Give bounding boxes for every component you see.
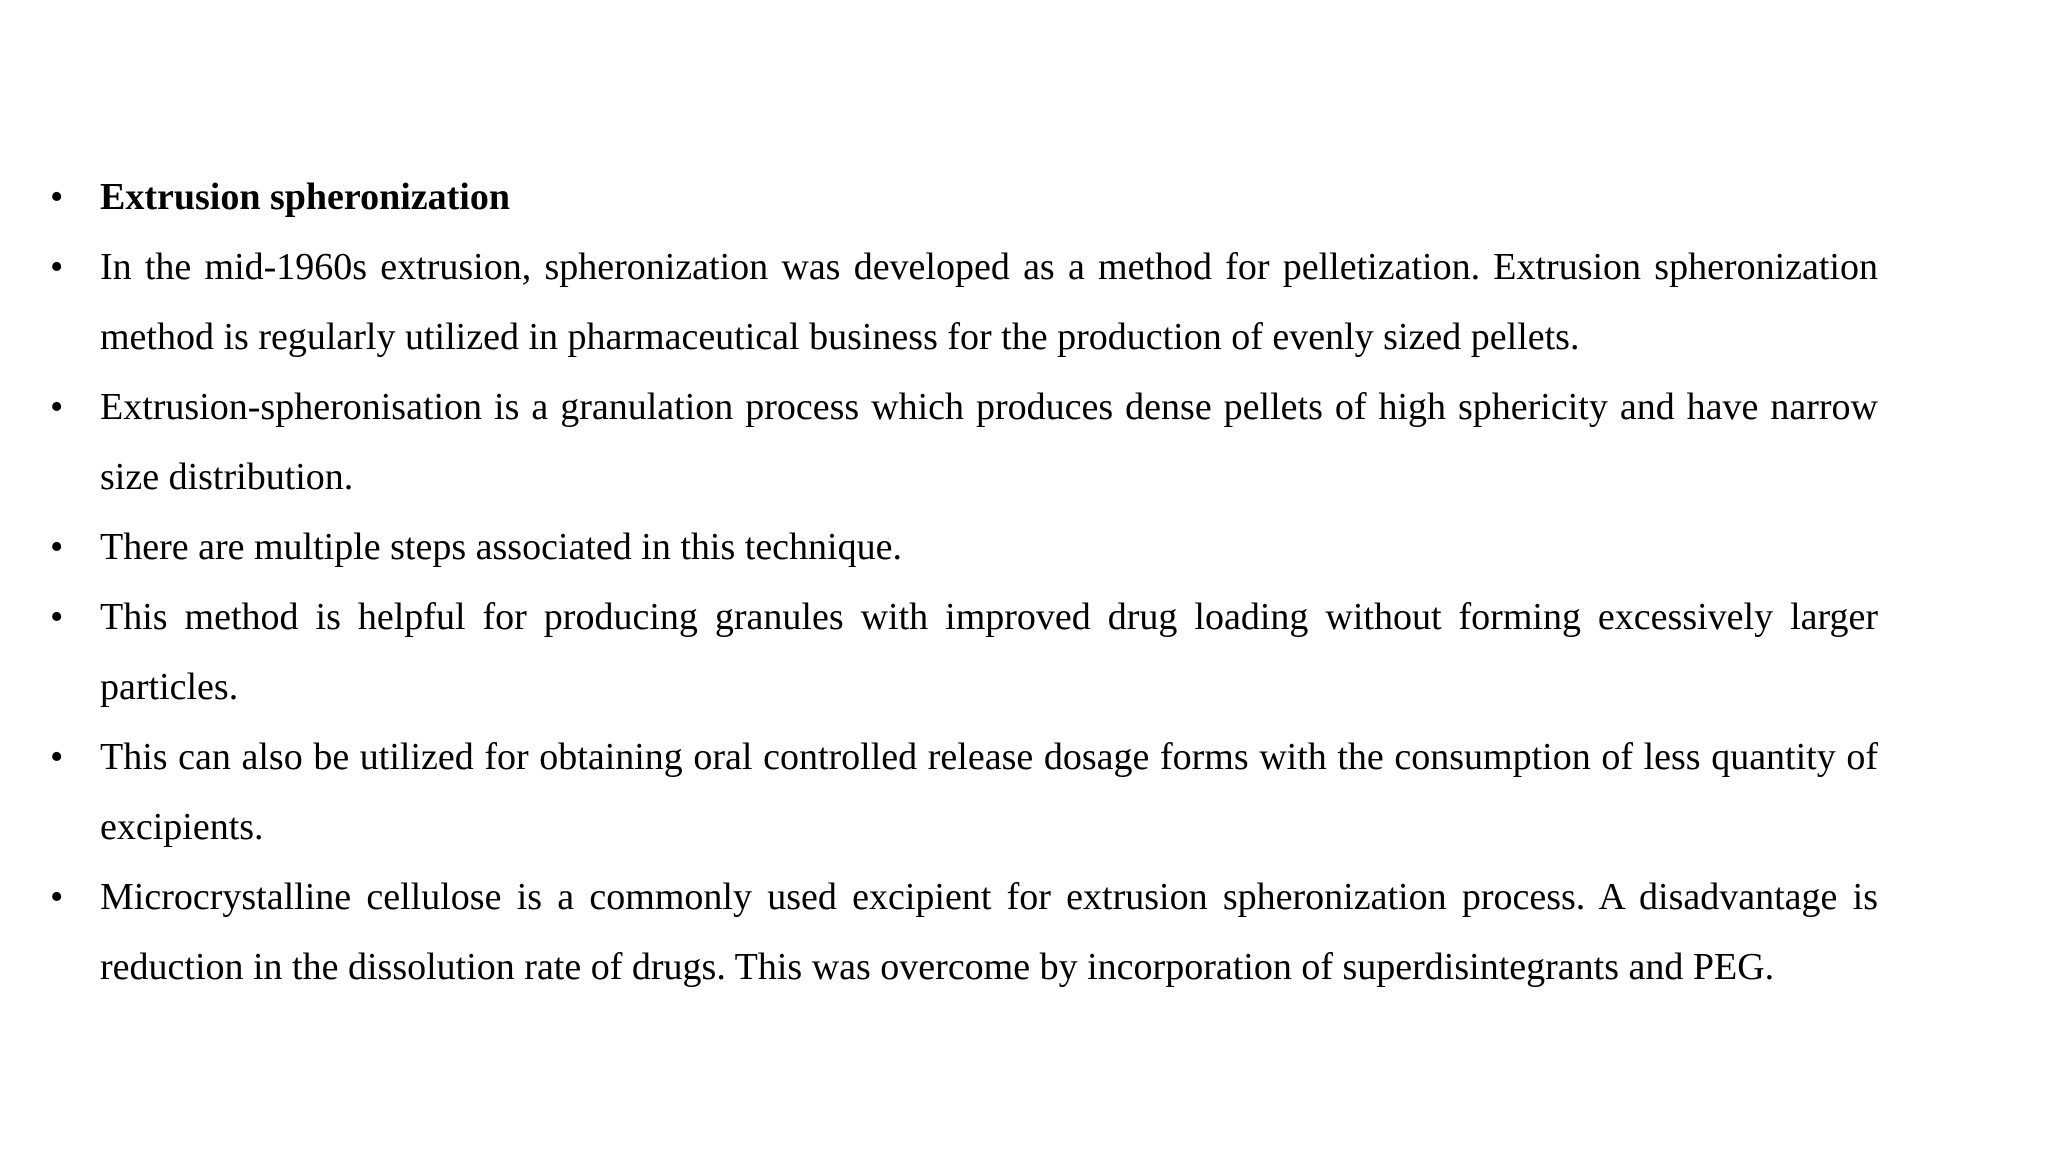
- bullet-icon: •: [50, 386, 64, 428]
- bullet-item-heading: [50, 162, 1878, 232]
- bullet-icon: •: [50, 246, 64, 288]
- bullet-item: [50, 372, 1878, 512]
- bullet-item: [50, 512, 1878, 582]
- bullet-icon: •: [50, 736, 64, 778]
- bullet-icon: •: [50, 876, 64, 918]
- bullet-text: This can also be utilized for obtaining oral controlled release dosage forms with the consumption of less quantity of excipients.: [100, 736, 1878, 848]
- bullet-icon: •: [50, 526, 64, 568]
- bullet-item: [50, 862, 1878, 1002]
- bullet-icon: •: [50, 176, 64, 218]
- bullet-icon: •: [50, 596, 64, 638]
- bullet-text: In the mid-1960s extrusion, spheronization was developed as a method for pelletization. Extrusion spheronization method is regularly utilized in pharmaceutical business for the production of evenly sized pellets.: [100, 246, 1878, 358]
- bullet-text: This method is helpful for producing granules with improved drug loading without forming excessively larger particles.: [100, 596, 1878, 708]
- bullet-text: There are multiple steps associated in this technique.: [100, 526, 902, 568]
- bullet-item: [50, 722, 1878, 862]
- bullet-heading-text: Extrusion spheronization: [100, 176, 510, 218]
- bullet-text: Microcrystalline cellulose is a commonly used excipient for extrusion spheronization process. A disadvantage is reduction in the dissolution rate of drugs. This was overcome by incorporation of superdisintegrants and PEG.: [100, 876, 1878, 988]
- bullet-list: [50, 162, 1878, 1002]
- bullet-text: Extrusion-spheronisation is a granulation process which produces dense pellets of high sphericity and have narrow size distribution.: [100, 386, 1878, 498]
- bullet-item: [50, 582, 1878, 722]
- bullet-item: [50, 232, 1878, 372]
